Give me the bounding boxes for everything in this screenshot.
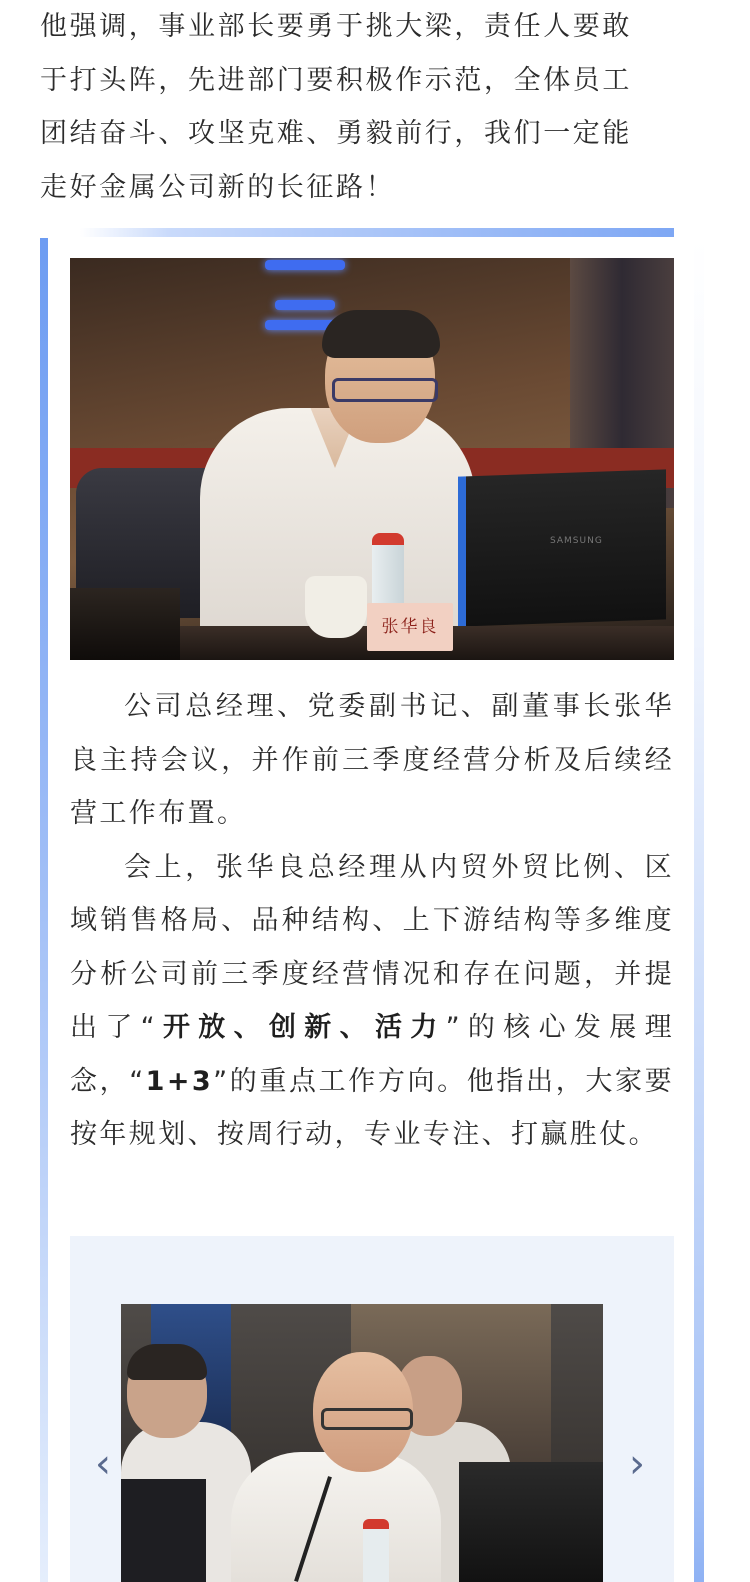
text-span: 会上，张华良总经理从内贸外贸比例、区域销售格局、品种结构、上下游结构等多维度分析公司前三季度经营情况和存在问题，并提出了“ <box>70 851 674 1043</box>
card-top-border <box>80 228 674 237</box>
tea-cup <box>305 576 367 638</box>
card-right-border <box>694 238 704 1582</box>
text-span: ”的重点工作方向。他指出，大家要按年规划、按周行动，专业专注、打赢胜仗。 <box>70 1065 674 1150</box>
intro-line: 于打头阵，先进部门要积极作示范，全体员工 <box>40 64 632 96</box>
speaker-glasses <box>321 1408 413 1430</box>
light-bar <box>275 300 335 310</box>
person-glasses <box>332 378 438 402</box>
nameplate: 张华良 <box>367 603 453 651</box>
bold-direction: 1+3 <box>145 1065 214 1097</box>
intro-text <box>40 0 704 214</box>
monitor <box>121 1479 206 1582</box>
carousel-photo[interactable] <box>121 1304 603 1582</box>
tissue-box <box>70 588 180 660</box>
light-bar <box>265 260 345 270</box>
text-span: ”的核心发展理念，“ <box>70 1012 674 1097</box>
intro-line: 他强调，事业部长要勇于挑大梁，责任人要敢 <box>40 11 632 42</box>
article-body <box>70 680 674 1162</box>
paragraph-chairing: 公司总经理、党委副书记、副董事长张华良主持会议，并作前三季度经营分析及后续经营工作布置。 <box>70 691 674 829</box>
chevron-right-icon[interactable]: › <box>629 1441 645 1487</box>
card-left-border <box>40 238 48 1582</box>
monitor-brand: SAMSUNG <box>550 536 603 546</box>
chevron-left-icon[interactable]: ‹ <box>95 1441 111 1487</box>
monitor <box>459 1462 603 1582</box>
bold-concept: 开放、创新、活力 <box>157 1012 446 1043</box>
person-hair <box>127 1344 207 1380</box>
monitor <box>458 469 666 626</box>
meeting-photo-zhang-hualiang[interactable] <box>70 258 674 660</box>
intro-line: 团结奋斗、攻坚克难、勇毅前行，我们一定能 <box>40 118 632 149</box>
paragraph-analysis <box>70 841 674 1162</box>
person-hair <box>322 310 440 358</box>
intro-line: 走好金属公司新的长征路！ <box>40 171 396 203</box>
photo-carousel[interactable] <box>70 1236 674 1582</box>
water-bottle <box>363 1519 389 1582</box>
speaker-shirt <box>231 1452 441 1582</box>
